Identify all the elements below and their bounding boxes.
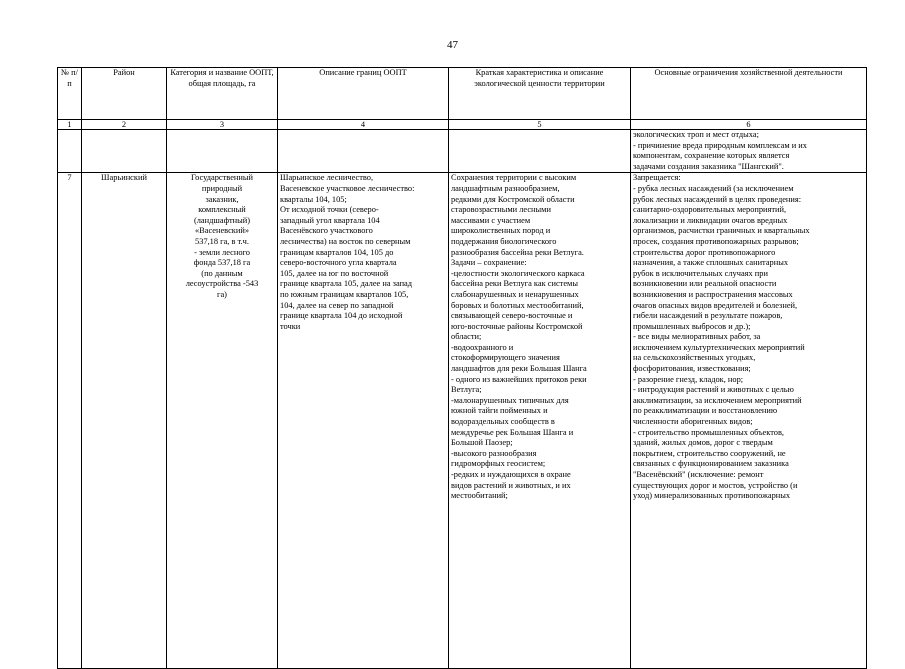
empty-cell bbox=[58, 130, 82, 173]
text-line: 104, далее на север по западной bbox=[280, 300, 394, 310]
text-line: исключением культуртехнических мероприятий bbox=[633, 342, 805, 352]
text-line: экологических троп и мест отдыха; bbox=[633, 130, 759, 139]
text-line: организмов, расчистки граничных и квартальных bbox=[633, 226, 810, 236]
text-line: возникновения и распространения массовых bbox=[633, 289, 793, 299]
header-restrictions: Основные ограничения хозяйственной деятельности bbox=[631, 68, 867, 120]
text-line: области; bbox=[451, 332, 482, 342]
text-line: назначения, а также сплошных санитарных bbox=[633, 258, 789, 268]
text-line: связанных с функционированием заказника bbox=[633, 459, 789, 469]
text-line: 105, далее на юг по восточной bbox=[280, 268, 389, 278]
text-line: фонда 537,18 га bbox=[193, 258, 251, 268]
header-category: Категория и название ООПТ, общая площадь, га bbox=[167, 68, 278, 120]
text-line: массивами с участием bbox=[451, 215, 531, 225]
header-district: Район bbox=[82, 68, 167, 120]
text-line: западный угол квартала 104 bbox=[280, 215, 380, 225]
text-line: численности аборигенных видов; bbox=[633, 417, 753, 427]
text-line: точки bbox=[280, 321, 301, 331]
text-line: слабонарушенных и ненарушенных bbox=[451, 289, 579, 299]
text-line: по южным границам кварталов 105, bbox=[280, 289, 409, 299]
text-line: санитарно-оздоровительных мероприятий, bbox=[633, 205, 787, 215]
text-line: (ландшафтный) bbox=[193, 215, 251, 225]
text-line: комплексный bbox=[198, 205, 246, 215]
text-line: бассейна реки Ветлуга как системы bbox=[451, 279, 578, 289]
text-line: связывающей северо-восточные и bbox=[451, 311, 573, 321]
text-line: - рубка лесных насаждений (за исключением bbox=[633, 183, 794, 193]
text-line: фосфоритования, известкования; bbox=[633, 364, 751, 374]
text-line: Большой Паозер; bbox=[451, 438, 513, 448]
text-line: границе квартала 105, далее на запад bbox=[280, 279, 413, 289]
text-line: границам кварталов 104, 105 до bbox=[280, 247, 394, 257]
text-line: -водоохранного и bbox=[451, 342, 514, 352]
text-line: заказник, bbox=[205, 194, 239, 204]
text-line: природный bbox=[201, 183, 243, 193]
header-description: Краткая характеристика и описание экологической ценности территории bbox=[449, 68, 631, 120]
text-line: границе квартала 104 до исходной bbox=[280, 311, 403, 321]
text-line: существующих дорог и мостов, устройство (и bbox=[633, 480, 798, 490]
empty-cell bbox=[278, 130, 449, 173]
text-line: северо-восточного угла квартала bbox=[280, 258, 397, 268]
text-line: междуречье рек Большая Шанга и bbox=[451, 427, 574, 437]
column-number: 4 bbox=[278, 120, 449, 130]
text-line: покрытием, строительство сооружений, не bbox=[633, 448, 786, 458]
text-line: просек, создания противопожарных разрывов; bbox=[633, 236, 799, 246]
text-line: разнообразия бассейна реки Ветлуга. bbox=[451, 247, 584, 257]
row-restrictions bbox=[631, 173, 867, 669]
text-line: ландшафтным разнообразием, bbox=[451, 183, 560, 193]
text-line: -редких и нуждающихся в охране bbox=[451, 470, 571, 479]
text-line: очагов опасных видов вредителей и болезней, bbox=[633, 300, 798, 310]
text-line: лесоустройства -543 bbox=[185, 279, 259, 289]
text-line: Шарьинское лесничество, bbox=[280, 173, 374, 183]
text-line: возникновении или реальной опасности bbox=[633, 279, 777, 289]
continuation-row bbox=[58, 130, 867, 173]
text-line: -целостности экологического каркаса bbox=[451, 268, 585, 278]
column-number-row bbox=[58, 120, 867, 130]
header-boundaries: Описание границ ООПТ bbox=[278, 68, 449, 120]
text-line: Задачи – сохранение: bbox=[451, 258, 527, 268]
text-line: - одного из важнейших притоков реки bbox=[451, 374, 587, 384]
column-number: 5 bbox=[449, 120, 631, 130]
text-line: поддержания биологического bbox=[451, 236, 557, 246]
text-line: - разорение гнезд, кладок, нор; bbox=[633, 374, 744, 384]
page-number: 47 bbox=[447, 39, 458, 51]
text-line: - причинение вреда природным комплексам и их bbox=[633, 140, 807, 150]
text-line: - интродукция растений и животных с целью bbox=[633, 385, 794, 395]
text-line: боровых и болотных местообитаний, bbox=[451, 300, 584, 310]
text-line: водораздельных сообществ в bbox=[451, 417, 555, 427]
text-line: уход) минерализованных противопожарных bbox=[633, 491, 791, 501]
text-line: строительства дорог противопожарного bbox=[633, 247, 776, 257]
text-line: Государственный bbox=[190, 173, 253, 183]
continuation-restrictions bbox=[631, 130, 867, 173]
text-line: лесничества) на восток по северным bbox=[280, 236, 411, 246]
text-line: «Васеневский» bbox=[194, 226, 250, 236]
column-number: 6 bbox=[631, 120, 867, 130]
text-line: зданий, жилых домов, дорог с твердым bbox=[633, 438, 773, 448]
row-boundaries bbox=[278, 173, 449, 669]
text-line: промышленных выбросов и др.); bbox=[633, 321, 751, 331]
text-line: -высокого разнообразия bbox=[451, 448, 537, 458]
text-line: Ветлуга; bbox=[451, 385, 482, 395]
header-number: № п/п bbox=[58, 68, 82, 120]
text-line: компонентам, сохранение которых является bbox=[633, 151, 790, 161]
protected-areas-table bbox=[57, 67, 867, 669]
text-line: ландшафтов для реки Большая Шанга bbox=[451, 364, 587, 374]
text-line: местообитаний; bbox=[451, 491, 508, 501]
text-line: - строительство промышленных объектов, bbox=[633, 427, 785, 437]
text-line: -малонарушенных типичных для bbox=[451, 395, 569, 405]
table-row bbox=[58, 173, 867, 669]
text-line: - земли лесного bbox=[194, 247, 250, 257]
text-line: редкими для Костромской области bbox=[451, 194, 575, 204]
text-line: широколиственных пород и bbox=[451, 226, 551, 236]
text-line: Сохранения территории с высоким bbox=[451, 173, 577, 183]
text-line: Васеневское участковое лесничество: bbox=[280, 183, 415, 193]
text-line: га) bbox=[217, 289, 227, 299]
text-line: От исходной точки (северо- bbox=[280, 205, 379, 215]
text-line: (по данным bbox=[201, 268, 243, 278]
text-line: "Васенёвский" (исключение: ремонт bbox=[633, 470, 764, 479]
text-line: задачами создания заказника "Шангский". bbox=[633, 161, 784, 171]
text-line: кварталы 104, 105; bbox=[280, 194, 347, 204]
column-number: 2 bbox=[82, 120, 167, 130]
row-description bbox=[449, 173, 631, 669]
table-header-row bbox=[58, 68, 867, 120]
text-line: стокоформирующего значения bbox=[451, 353, 560, 363]
text-line: акклиматизации, за исключением мероприятий bbox=[633, 395, 802, 405]
empty-cell bbox=[167, 130, 278, 173]
empty-cell bbox=[449, 130, 631, 173]
text-line: 537,18 га, в т.ч. bbox=[195, 236, 249, 246]
text-line: старовозрастными лесными bbox=[451, 205, 551, 215]
text-line: рубок в исключительных случаях при bbox=[633, 268, 768, 278]
text-line: гидроморфных геосистем; bbox=[451, 459, 546, 469]
row-category bbox=[167, 173, 278, 669]
text-line: - все виды мелиоративных работ, за bbox=[633, 332, 761, 342]
text-line: Васенёвского участкового bbox=[280, 226, 373, 236]
row-district: Шарьинский bbox=[82, 173, 167, 669]
text-line: юго-восточные районы Костромской bbox=[451, 321, 583, 331]
empty-cell bbox=[82, 130, 167, 173]
column-number: 3 bbox=[167, 120, 278, 130]
column-number: 1 bbox=[58, 120, 82, 130]
text-line: южной тайги пойменных и bbox=[451, 406, 548, 416]
text-line: Запрещается: bbox=[633, 173, 681, 183]
text-line: видов растений и животных, и их bbox=[451, 480, 571, 490]
text-line: на сельскохозяйственных угодьях, bbox=[633, 353, 756, 363]
row-number: 7 bbox=[58, 173, 82, 669]
text-line: гибели насаждений в результате пожаров, bbox=[633, 311, 783, 321]
text-line: рубок лесных насаждений в целях проведения: bbox=[633, 194, 802, 204]
text-line: по реакклиматизации и восстановлению bbox=[633, 406, 778, 416]
text-line: локализации и ликвидации очагов вредных bbox=[633, 215, 788, 225]
